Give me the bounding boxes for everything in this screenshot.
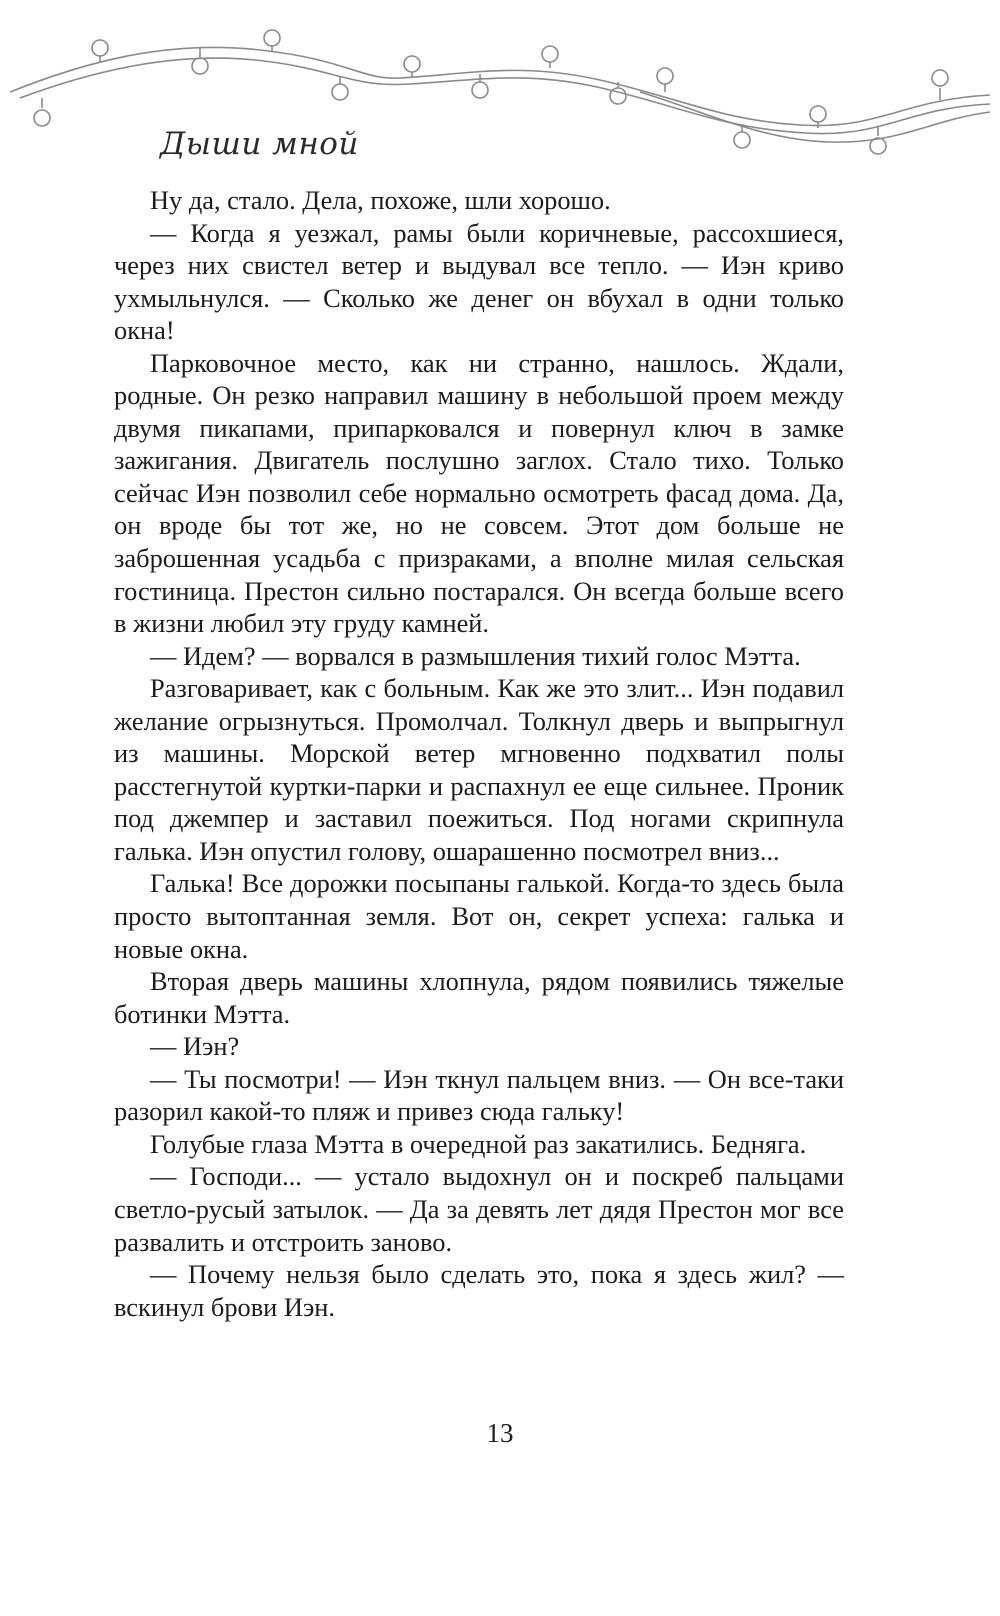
running-head: Дыши мной (160, 126, 359, 162)
paragraph: — Ты посмотри! — Иэн ткнул пальцем вниз. — Он все-таки разорил какой-то пляж и привез сюда гальку! (114, 1063, 844, 1127)
paragraph: Голубые глаза Мэтта в очередной раз закатились. Бедняга. (150, 1128, 807, 1159)
paragraph: Ну да, стало. Дела, похоже, шли хорошо. (150, 185, 611, 215)
paragraph: — Когда я уезжал, рамы были коричневые, рассохшиеся, через них свистел ветер и выдувал все тепло. — Иэн криво ухмыльнулся. — Сколько же денег он вбухал в одни только окна! (114, 217, 844, 346)
paragraph: — Господи... — устало выдохнул он и поскреб пальцами светло-русый затылок. — Да за девять лет дядя Престон мог все развалить и отстроить заново. (114, 1161, 844, 1257)
paragraph: Вторая дверь машины хлопнула, рядом появились тяжелые ботинки Мэтта. (114, 966, 844, 1029)
body-text (114, 184, 844, 1323)
paragraph: Разговаривает, как с больным. Как же это злит... Иэн подавил желание огрызнуться. Промолчал. Толкнул дверь и выпрыгнул из машины. Морской ветер мгновенно подхватил полы расстегнутой куртки-парки и распахнул ее еще сильнее. Проник под джемпер и заставил поежиться. Под ногами скрипнула галька. Иэн опустил голову, ошарашенно посмотрел вниз... (114, 673, 844, 866)
paragraph: — Иэн? (150, 1031, 240, 1062)
paragraph: Галька! Все дорожки посыпаны галькой. Когда-то здесь была просто вытоптанная земля. Вот он, секрет успеха: галька и новые окна. (114, 868, 844, 964)
paragraph: — Почему нельзя было сделать это, пока я здесь жил? — вскинул брови Иэн. (114, 1259, 844, 1322)
page-number: 13 (486, 1418, 514, 1448)
paragraph: — Идем? — ворвался в размышления тихий голос Мэтта. (150, 640, 801, 671)
string-lights-garland-icon (0, 0, 1000, 190)
paragraph: Парковочное место, как ни странно, нашлось. Ждали, родные. Он резко направил машину в небольшой проем между двумя пикапами, припарковался и повернул ключ в замке зажигания. Двигатель послушно заглох. Стало тихо. Только сейчас Иэн позволил себе нормально осмотреть фасад дома. Да, он вроде бы тот же, но не совсем. Этот дом больше не заброшенная усадьба с призраками, а вполне милая сельская гостиница. Престон сильно постарался. Он всегда больше всего в жизни любил эту груду камней. (114, 347, 844, 639)
